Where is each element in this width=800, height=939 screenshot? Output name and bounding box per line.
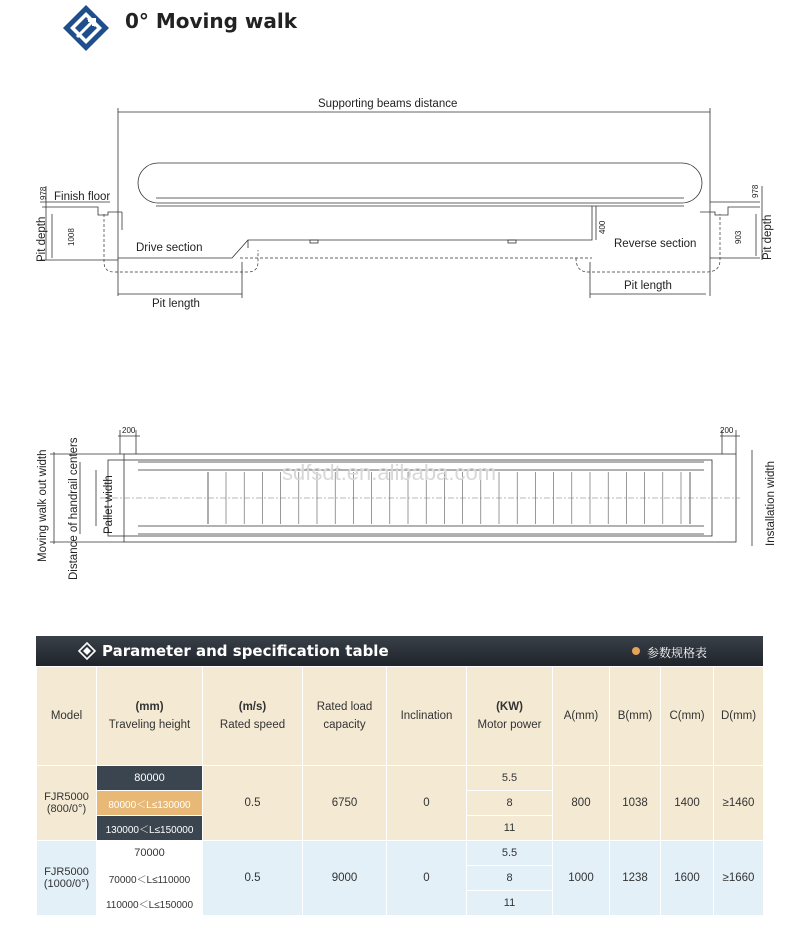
b-cell: 1038 — [610, 766, 661, 841]
model-cell: FJR5000 (1000/0°) — [37, 841, 97, 916]
d-cell: ≥1460 — [714, 766, 764, 841]
load-cell: 6750 — [303, 766, 387, 841]
power-cell: 5.5 — [467, 841, 553, 866]
dim-200-right: 200 — [720, 426, 734, 435]
moving-walk-width-label: Moving walk out width — [37, 449, 49, 562]
col-model: Model — [37, 667, 97, 766]
col-speed: (m/s) Rated speed — [203, 667, 303, 766]
height-cell: 70000 — [97, 841, 203, 866]
height-cell: 110000＜L≤150000 — [97, 891, 203, 916]
bullet-dot-icon — [632, 647, 640, 655]
height-cell: 80000＜L≤130000 — [97, 791, 203, 816]
c-cell: 1400 — [661, 766, 714, 841]
model-cell: FJR5000 (800/0°) — [37, 766, 97, 841]
pallet-width-label: Pallet width — [103, 475, 115, 534]
load-cell: 9000 — [303, 841, 387, 916]
drive-section-label: Drive section — [136, 242, 203, 254]
height-cell: 80000 — [97, 766, 203, 791]
a-cell: 1000 — [553, 841, 610, 916]
power-cell: 8 — [467, 791, 553, 816]
dim-978-left: 978 — [39, 186, 48, 200]
pit-length-left-label: Pit length — [152, 298, 200, 310]
speed-cell: 0.5 — [203, 766, 303, 841]
side-elevation-drawing — [0, 0, 800, 330]
col-b: B(mm) — [610, 667, 661, 766]
dim-1008: 1008 — [67, 228, 76, 246]
pit-length-right-label: Pit length — [624, 280, 672, 292]
c-cell: 1600 — [661, 841, 714, 916]
power-cell: 11 — [467, 891, 553, 916]
reverse-section-label: Reverse section — [614, 238, 697, 250]
table-row — [37, 841, 764, 866]
height-cell: 130000＜L≤150000 — [97, 816, 203, 841]
speed-cell: 0.5 — [203, 841, 303, 916]
col-inclination: Inclination — [387, 667, 467, 766]
col-a: A(mm) — [553, 667, 610, 766]
table-title: Parameter and specification table — [102, 642, 389, 660]
finish-floor-label: Finish floor — [54, 191, 111, 203]
col-height: (mm) Traveling height — [97, 667, 203, 766]
a-cell: 800 — [553, 766, 610, 841]
table-title-bar — [36, 636, 763, 666]
col-load: Rated load capacity — [303, 667, 387, 766]
col-c: C(mm) — [661, 667, 714, 766]
dim-400: 400 — [598, 220, 607, 234]
inclination-cell: 0 — [387, 841, 467, 916]
installation-width-label: Installation width — [765, 460, 777, 546]
pit-depth-left-label: Pit depth — [36, 216, 48, 262]
power-cell: 11 — [467, 816, 553, 841]
height-cell: 70000＜L≤110000 — [97, 866, 203, 891]
page-title: 0° Moving walk — [125, 9, 298, 33]
spec-table — [36, 666, 764, 916]
dim-903: 903 — [734, 230, 743, 244]
table-row — [37, 766, 764, 791]
col-d: D(mm) — [714, 667, 764, 766]
inclination-cell: 0 — [387, 766, 467, 841]
table-header-row — [37, 667, 764, 766]
table-title-cn: 参数规格表 — [647, 646, 708, 660]
dim-200-left: 200 — [122, 426, 136, 435]
watermark-text: sdfsdt.en.alibaba.com — [282, 460, 497, 485]
pit-depth-right-label: Pit depth — [762, 214, 774, 260]
col-power: (KW) Motor power — [467, 667, 553, 766]
handrail-centers-label: Distance of handrail centers — [68, 437, 80, 580]
power-cell: 8 — [467, 866, 553, 891]
diamond-arrow-icon — [78, 642, 96, 660]
dim-978-right: 978 — [751, 184, 760, 198]
d-cell: ≥1660 — [714, 841, 764, 916]
power-cell: 5.5 — [467, 766, 553, 791]
supporting-beams-label: Supporting beams distance — [318, 98, 458, 110]
b-cell: 1238 — [610, 841, 661, 916]
